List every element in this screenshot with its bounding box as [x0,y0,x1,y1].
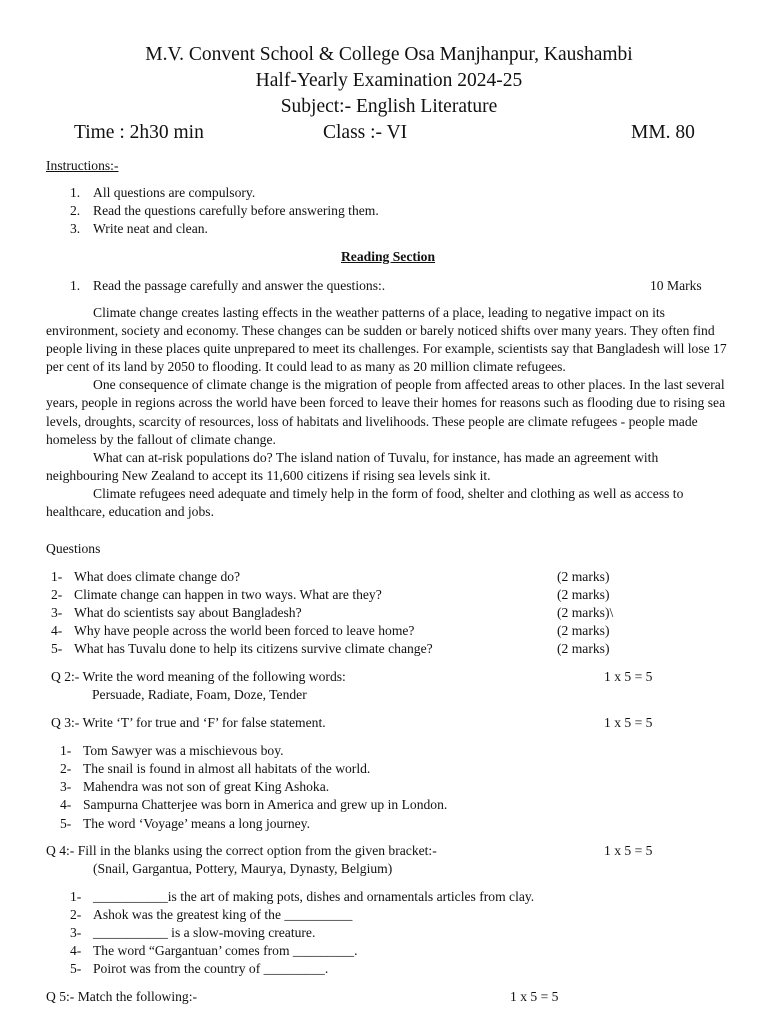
question-4-options: (Snail, Gargantua, Pottery, Maurya, Dynasty, Belgium) [93,861,393,876]
list-item-number: 2. [70,203,81,218]
list-item: Sampurna Chatterjee was born in America and grew up in London. [83,797,448,812]
max-marks: MM. 80 [631,122,695,143]
question-marks: (2 marks) [557,587,610,602]
question-number: 3- [51,605,63,620]
list-item: The word ‘Voyage’ means a long journey. [83,816,310,831]
list-item: The snail is found in almost all habitats of the world. [83,761,371,776]
list-item: ___________ is a slow-moving creature. [93,925,316,940]
exam-time: Time : 2h30 min [74,122,204,143]
list-item-number: 1. [70,185,81,200]
list-item: Tom Sawyer was a mischievous boy. [83,743,284,758]
subject-title: Subject:- English Literature [280,96,498,117]
section-title: Reading Section [340,249,436,264]
question-number: 2- [51,587,63,602]
list-item-number: 3. [70,221,81,236]
list-item-number: 2- [70,907,82,922]
question-2-marks: 1 x 5 = 5 [604,669,653,684]
instructions-title: Instructions:- [46,158,119,173]
question-4-marks: 1 x 5 = 5 [604,843,653,858]
questions-label: Questions [46,541,101,556]
question-text: What do scientists say about Bangladesh? [74,605,302,620]
list-item: The word “Gargantuan’ comes from _________. [93,943,358,958]
question-marks: (2 marks) [557,569,610,584]
passage-paragraph: Climate refugees need adequate and timely help in the form of food, shelter and clothing as well as access to healthcare, education and jobs. [46,485,684,520]
list-item: Ashok was the greatest king of the __________ [93,907,353,922]
school-name: M.V. Convent School & College Osa Manjhanpur, Kaushambi [145,44,633,65]
list-item: Read the questions carefully before answering them. [93,203,379,218]
list-item-number: 3- [60,779,72,794]
question-number: 1. [70,278,81,293]
question-marks: (2 marks)\ [557,605,614,620]
question-marks: (2 marks) [557,623,610,638]
question-marks: (2 marks) [557,641,610,656]
question-number: 5- [51,641,63,656]
list-item-number: 4- [60,797,72,812]
list-item-number: 2- [60,761,72,776]
question-number: 4- [51,623,63,638]
question-2-text: Q 2:- Write the word meaning of the following words: [51,669,346,684]
question-3-marks: 1 x 5 = 5 [604,715,653,730]
question-marks: 10 Marks [650,278,702,293]
question-text: What does climate change do? [74,569,241,584]
question-4-text: Q 4:- Fill in the blanks using the correct option from the given bracket:- [46,843,437,858]
question-text: Why have people across the world been forced to leave home? [74,623,415,638]
exam-class: Class :- VI [323,122,408,143]
passage-paragraph: What can at-risk populations do? The island nation of Tuvalu, for instance, has made an agreement with neighbouring New Zealand to accept its 11,600 citizens if rising sea levels sink it. [46,449,659,483]
question-number: 1- [51,569,63,584]
list-item-number: 5- [60,816,72,831]
list-item: ___________is the art of making pots, dishes and ornamentals articles from clay. [93,889,535,904]
question-5-text: Q 5:- Match the following:- [46,989,198,1004]
list-item: Mahendra was not son of great King Ashoka. [83,779,330,794]
question-text: What has Tuvalu done to help its citizens survive climate change? [74,641,433,656]
list-item-number: 5- [70,961,82,976]
list-item: All questions are compulsory. [93,185,256,200]
reading-passage [46,304,730,521]
question-5-marks: 1 x 5 = 5 [510,989,559,1004]
question-text: Climate change can happen in two ways. What are they? [74,587,382,602]
question-text: Read the passage carefully and answer the questions:. [93,278,386,293]
list-item: Write neat and clean. [93,221,208,236]
question-3-text: Q 3:- Write ‘T’ for true and ‘F’ for false statement. [51,715,326,730]
list-item-number: 1- [60,743,72,758]
list-item: Poirot was from the country of _________. [93,961,329,976]
list-item-number: 4- [70,943,82,958]
question-2-words: Persuade, Radiate, Foam, Doze, Tender [92,687,307,702]
passage-paragraph: Climate change creates lasting effects in the weather patterns of a place, leading to negative impact on its environment, society and economy. These changes can be sudden or barely noticed shifts over many years. They often find people living in these places quite unprepared to meet its challenges. For example, scientists say that Bangladesh will lose 17 per cent of its land by 2050 to flooding. It could lead to as many as 20 million climate refugees. [46,305,727,375]
list-item-number: 1- [70,889,82,904]
exam-title: Half-Yearly Examination 2024-25 [255,70,523,91]
list-item-number: 3- [70,925,82,940]
passage-paragraph: One consequence of climate change is the migration of people from affected areas to other places. In the last several years, people in regions across the world have been forced to leave their homes for reasons such as flooding due to rising sea levels, droughts, scarcity of resources, loss of habitats and livelihoods. These people are climate refugees - people made homeless by the fallout of climate change. [46,377,726,447]
